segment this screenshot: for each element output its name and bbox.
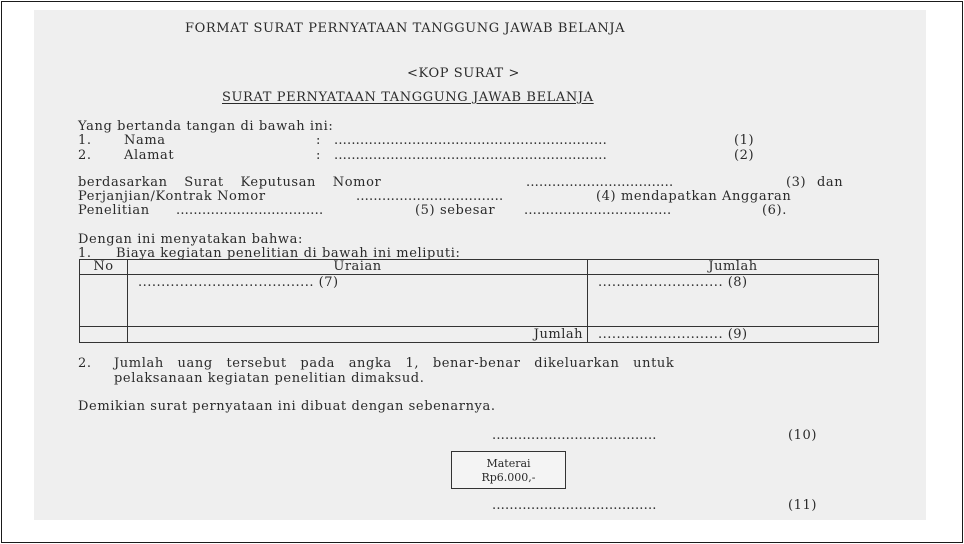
closing-line: Demikian surat pernyataan ini dibuat dengan sebenarnya.: [78, 399, 496, 414]
field-num: 1.: [78, 133, 92, 148]
statement-item1-text: Biaya kegiatan penelitian di bawah ini meliputi:: [116, 246, 461, 261]
field-dots-alamat: ...............................................................: [334, 148, 607, 163]
field-dots-nama: ...............................................................: [334, 133, 607, 148]
basis-line3-ref6: (6).: [762, 203, 787, 218]
point2-num: 2.: [78, 356, 92, 371]
basis-line2-ref: (4) mendapatkan Anggaran: [596, 189, 792, 204]
total-no-cell: [80, 327, 128, 343]
materai-label: Materai: [486, 457, 531, 470]
header-no: No: [80, 260, 128, 275]
total-label: Jumlah: [128, 327, 588, 343]
basis-line2-dots: ..................................: [356, 189, 504, 204]
point2-line2: pelaksanaan kegiatan penelitian dimaksud.: [114, 371, 425, 386]
table-row: [80, 275, 879, 327]
field-ref-2: (2): [734, 148, 755, 163]
materai-value: Rp6.000,-: [481, 471, 536, 484]
cell-uraian: ...................................... (7): [128, 275, 588, 327]
basis-line3-text: Penelitian: [78, 203, 150, 218]
point2-line1: Jumlah uang tersebut pada angka 1, benar-benar dikeluarkan untuk: [114, 356, 675, 371]
statement-item1-num: 1.: [78, 246, 92, 261]
basis-line1-text: berdasarkan Surat Keputusan Nomor: [78, 175, 382, 190]
table-header-row: [80, 260, 879, 275]
header-jumlah: Jumlah: [588, 260, 879, 275]
cost-table: [79, 259, 879, 343]
table-total-row: [80, 327, 879, 343]
intro-line: Yang bertanda tangan di bawah ini:: [78, 119, 334, 134]
basis-line3-dots2: ..................................: [524, 203, 672, 218]
cell-no: [80, 275, 128, 327]
field-label-alamat: Alamat: [124, 148, 175, 163]
total-value: ........................... (9): [588, 327, 879, 343]
signature-place-dots: ......................................: [492, 428, 657, 443]
format-title: FORMAT SURAT PERNYATAAN TANGGUNG JAWAB BELANJA: [185, 21, 626, 36]
materai-stamp-box: [451, 451, 566, 489]
kop-surat: <KOP SURAT >: [407, 66, 521, 81]
basis-line3-ref5: (5) sebesar: [415, 203, 496, 218]
signature-name-ref: (11): [788, 498, 818, 513]
basis-line3-dots1: ..................................: [176, 203, 324, 218]
basis-line1-dots: ..................................: [526, 175, 674, 190]
field-colon: :: [316, 133, 321, 148]
cell-jumlah: ........................... (8): [588, 275, 879, 327]
letter-title: SURAT PERNYATAAN TANGGUNG JAWAB BELANJA: [222, 90, 594, 105]
field-num: 2.: [78, 148, 92, 163]
statement-line: Dengan ini menyatakan bahwa:: [78, 232, 303, 247]
field-colon: :: [316, 148, 321, 163]
field-ref-1: (1): [734, 133, 755, 148]
signature-name-dots: ......................................: [492, 498, 657, 513]
signature-place-ref: (10): [788, 428, 818, 443]
header-uraian: Uraian: [128, 260, 588, 275]
basis-line2-text: Perjanjian/Kontrak Nomor: [78, 189, 266, 204]
basis-line1-ref: (3) dan: [786, 175, 844, 190]
field-label-nama: Nama: [124, 133, 166, 148]
